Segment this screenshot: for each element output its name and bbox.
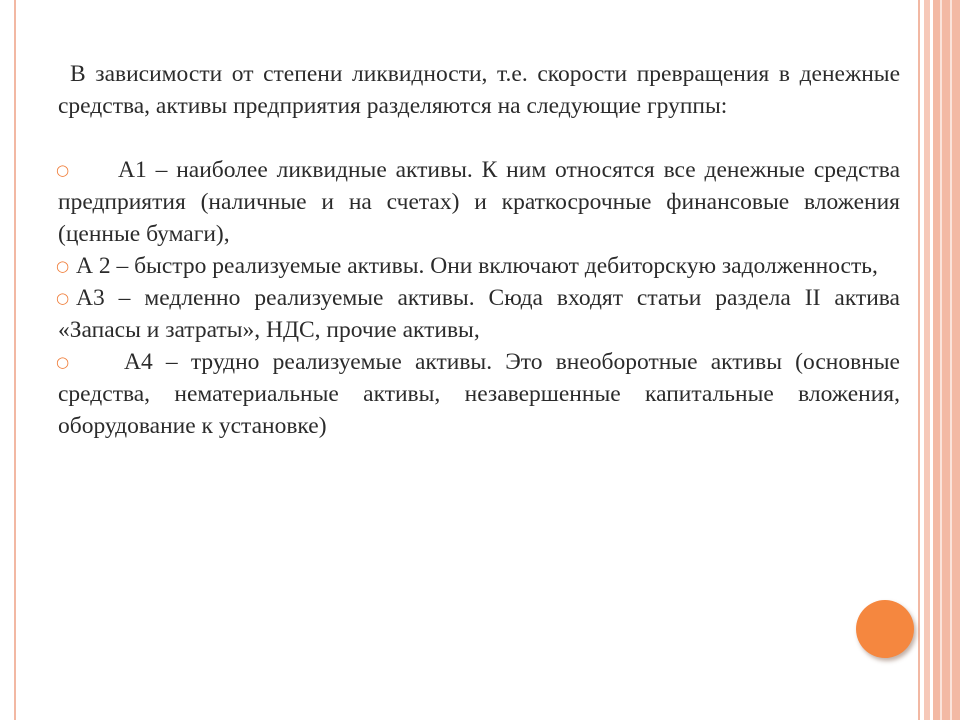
list-item-text: А1 – наиболее ликвидные активы. К ним относятся все денежные средства предприятия (наличные и на счетах) и краткосрочные финансовые вложения (ценные бумаги),: [58, 157, 900, 247]
right-border-stripe: [918, 0, 920, 720]
ring-bullet-icon: ○: [56, 161, 70, 179]
intro-paragraph: В зависимости от степени ликвидности, т.е. скорости превращения в денежные средства, активы предприятия разделяются на следующие группы:: [58, 61, 900, 119]
right-border-highlight: [940, 0, 942, 720]
ring-bullet-icon: ○: [56, 353, 70, 371]
slide-content: [58, 58, 900, 442]
list-item-a2: [58, 250, 900, 282]
list-item-a1: [58, 154, 900, 250]
list-item-text: А4 – трудно реализуемые активы. Это внеоборотные активы (основные средства, нематериальные активы, незавершенные капитальные вложения, оборудование к установке): [58, 349, 900, 439]
list-item-text: А3 – медленно реализуемые активы. Сюда входят статьи раздела II актива «Запасы и затраты», НДС, прочие активы,: [58, 285, 900, 343]
list-item-text: А 2 – быстро реализуемые активы. Они включают дебиторскую задолженность,: [76, 253, 878, 279]
list-item-a3: [58, 282, 900, 346]
right-border-band: [933, 0, 960, 720]
left-border-line: [14, 0, 16, 720]
list-item-a4: [58, 346, 900, 442]
right-border-highlight: [950, 0, 952, 720]
ring-bullet-icon: ○: [56, 289, 70, 307]
ring-bullet-icon: ○: [56, 257, 70, 275]
right-border-stripe: [924, 0, 930, 720]
orange-circle-button[interactable]: [856, 600, 914, 658]
